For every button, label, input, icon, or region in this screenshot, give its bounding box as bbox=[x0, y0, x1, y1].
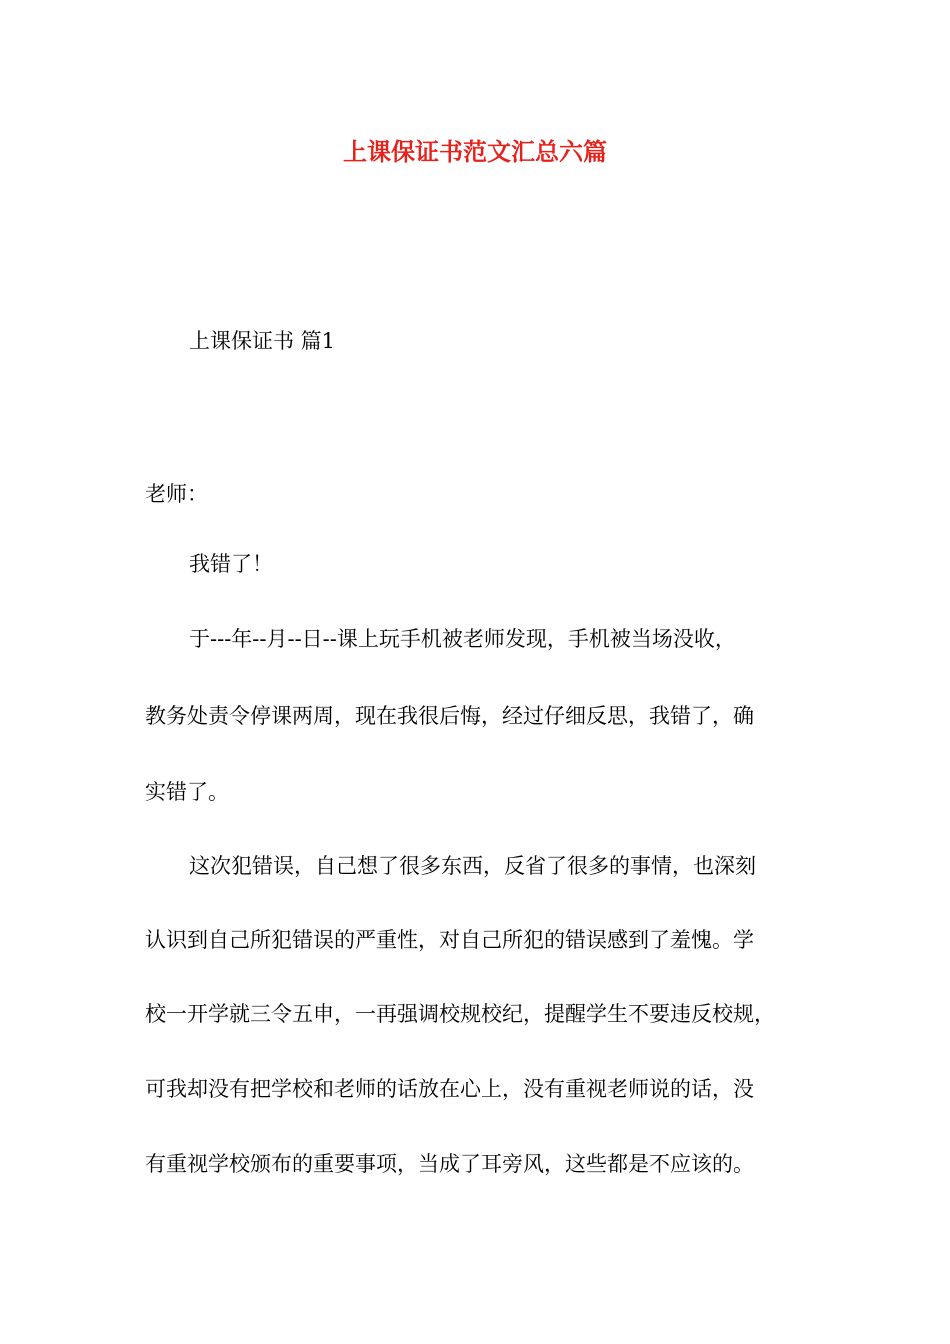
paragraph-line: 教务处责令停课两周，现在我很后悔，经过仔细反思，我错了，确 bbox=[145, 704, 754, 728]
paragraph-line: 这次犯错误，自己想了很多东西，反省了很多的事情，也深刻 bbox=[189, 854, 756, 878]
document-title: 上课保证书范文汇总六篇 bbox=[343, 137, 607, 166]
paragraph-line: 于---年--月--日--课上玩手机被老师发现，手机被当场没收， bbox=[189, 627, 736, 651]
paragraph-line: 可我却没有把学校和老师的话放在心上，没有重视老师说的话，没 bbox=[145, 1077, 754, 1101]
section-heading: 上课保证书 篇1 bbox=[189, 329, 336, 353]
paragraph-line: 校一开学就三令五申，一再强调校规校纪，提醒学生不要违反校规， bbox=[145, 1002, 775, 1026]
paragraph-line: 认识到自己所犯错误的严重性，对自己所犯的错误感到了羞愧。学 bbox=[145, 928, 754, 952]
paragraph-line: 我错了！ bbox=[189, 552, 273, 576]
paragraph-line: 有重视学校颁布的重要事项，当成了耳旁风，这些都是不应该的。 bbox=[145, 1152, 754, 1176]
paragraph-line: 实错了。 bbox=[145, 780, 229, 804]
salutation: 老师： bbox=[145, 482, 208, 506]
